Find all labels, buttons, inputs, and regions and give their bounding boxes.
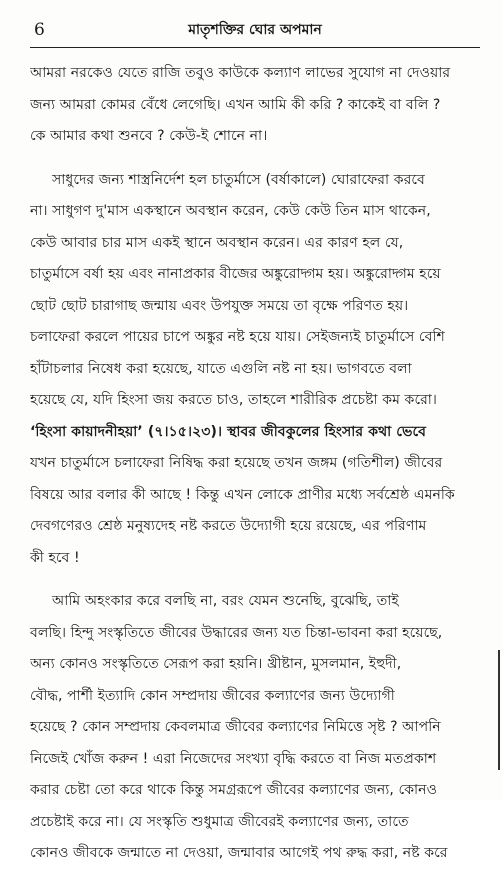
text-line: বৌদ্ধ, পার্শী ইত্যাদি কোন সম্প্রদায় জীবের কল্যাণের জন্য উদ্যোগী	[30, 687, 395, 704]
text-line: হাঁটাচলার নিষেধ করা হয়েছে, যাতে এগুলি নষ্ট না হয়। ভাগবতে বলা	[30, 360, 412, 377]
text-line: না। সাধুগণ দু'মাস একস্থানে অবস্থান করেন, কেউ কেউ তিন মাস থাকেন,	[30, 203, 431, 219]
text-line: বলছি। হিন্দু সংস্কৃতিতে জীবের উদ্ধারের জন্য যত চিন্তা-ভাবনা করা হয়েছে,	[30, 624, 443, 641]
text-line: বিষয়ে আর বলার কী আছে ! কিন্তু এখন লোকে প্রাণীর মধ্যে সর্বশ্রেষ্ঠ এমনকি	[30, 486, 455, 503]
text-line: নিজেই খোঁজ করুন ! এরা নিজেদের সংখ্যা বৃদ্ধি করতে বা নিজ মতপ্রকাশ	[30, 750, 437, 767]
text-line: জন্য আমরা কোমর বেঁধে লেগেছি। এখন আমি কী করি ? কাকেই বা বলি ?	[30, 96, 441, 113]
text-line: অন্য কোনও সংস্কৃতিতে সেরূপ করা হয়নি। খ্রীষ্টান, মুসলমান, ইহুদী,	[30, 656, 402, 672]
text-line: হয়েছে ? কোন সম্প্রদায় কেবলমাত্র জীবের কল্যাণের নিমিত্তে সৃষ্ট ? আপনি	[30, 719, 441, 735]
text-line: সাধুদের জন্য শাস্ত্রনির্দেশ হল চাতুর্মাসে (বর্ষাকালে) ঘোরাফেরা করবে	[52, 171, 425, 188]
paragraph-2	[30, 165, 484, 575]
text-line: কেউ আবার চার মাস একই স্থানে অবস্থান করেন। এর কারণ হল যে,	[30, 234, 404, 251]
text-line: আমি অহংকার করে বলছি না, বরং যেমন শুনেছি, বুঝেছি, তাই	[52, 593, 399, 609]
text-line: করার চেষ্টা তো করে থাকে কিন্তু সমগ্ররূপে জীবের কল্যাণের জন্য, কোনও	[30, 782, 438, 798]
text-line: দেবগণেরও শ্রেষ্ঠ মনুষ্যদেহ নষ্ট করতে উদ্যোগী হয়ে রয়েছে, এর পরিণাম	[30, 518, 427, 534]
text-line-quote: ‘হিংসা কায়াদনীহয়া’ (৭।১৫।২৩)। স্থাবর জীবকুলের হিংসার কথা ভেবে	[30, 423, 427, 440]
text-line: কী হবে !	[30, 549, 80, 566]
paragraph-3	[30, 586, 484, 870]
page-number: 6	[34, 20, 45, 40]
text-line: প্রচেষ্টাই করে না। যে সংস্কৃতি শুধুমাত্র জীবেরই কল্যাণের জন্য, তাতে	[30, 813, 409, 830]
paragraph-1	[30, 58, 484, 153]
text-line: কোনও জীবকে জন্মাতে না দেওয়া, জন্মাবার আগেই পথ রুদ্ধ করা, নষ্ট করে	[30, 845, 448, 861]
text-line: কে আমার কথা শুনবে ? কেউ-ই শোনে না।	[30, 128, 268, 144]
text-line: যখন চাতুর্মাসে চলাফেরা নিষিদ্ধ করা হয়েছে তখন জঙ্গম (গতিশীল) জীবের	[30, 455, 443, 471]
text-line: ছোট ছোট চারাগাছ জন্মায় এবং উপযুক্ত সময়ে তা বৃক্ষে পরিণত হয়।	[30, 297, 409, 314]
text-line: চলাফেরা করলে পায়ের চাপে অঙ্কুর নষ্ট হয়ে যায়। সেইজন্যই চাতুর্মাসে বেশি	[30, 329, 445, 345]
page-header	[30, 16, 480, 46]
running-title: মাতৃশক্তির ঘোর অপমান	[188, 22, 322, 38]
text-line: হয়েছে যে, যদি হিংসা জয় করতে চাও, তাহলে শারীরিক প্রচেষ্টা কম করো।	[30, 392, 438, 408]
text-line: আমরা নরকেও যেতে রাজি তবুও কাউকে কল্যাণ লাভের সুযোগ না দেওয়ার	[30, 65, 451, 81]
page-edge-shadow	[498, 650, 500, 770]
text-line: চাতুর্মাসে বর্ষা হয় এবং নানাপ্রকার বীজের অঙ্কুরোদ্গম হয়। অঙ্কুরোদ্গম হয়ে	[30, 266, 441, 282]
body-text	[30, 58, 484, 882]
header-rule	[30, 47, 480, 48]
